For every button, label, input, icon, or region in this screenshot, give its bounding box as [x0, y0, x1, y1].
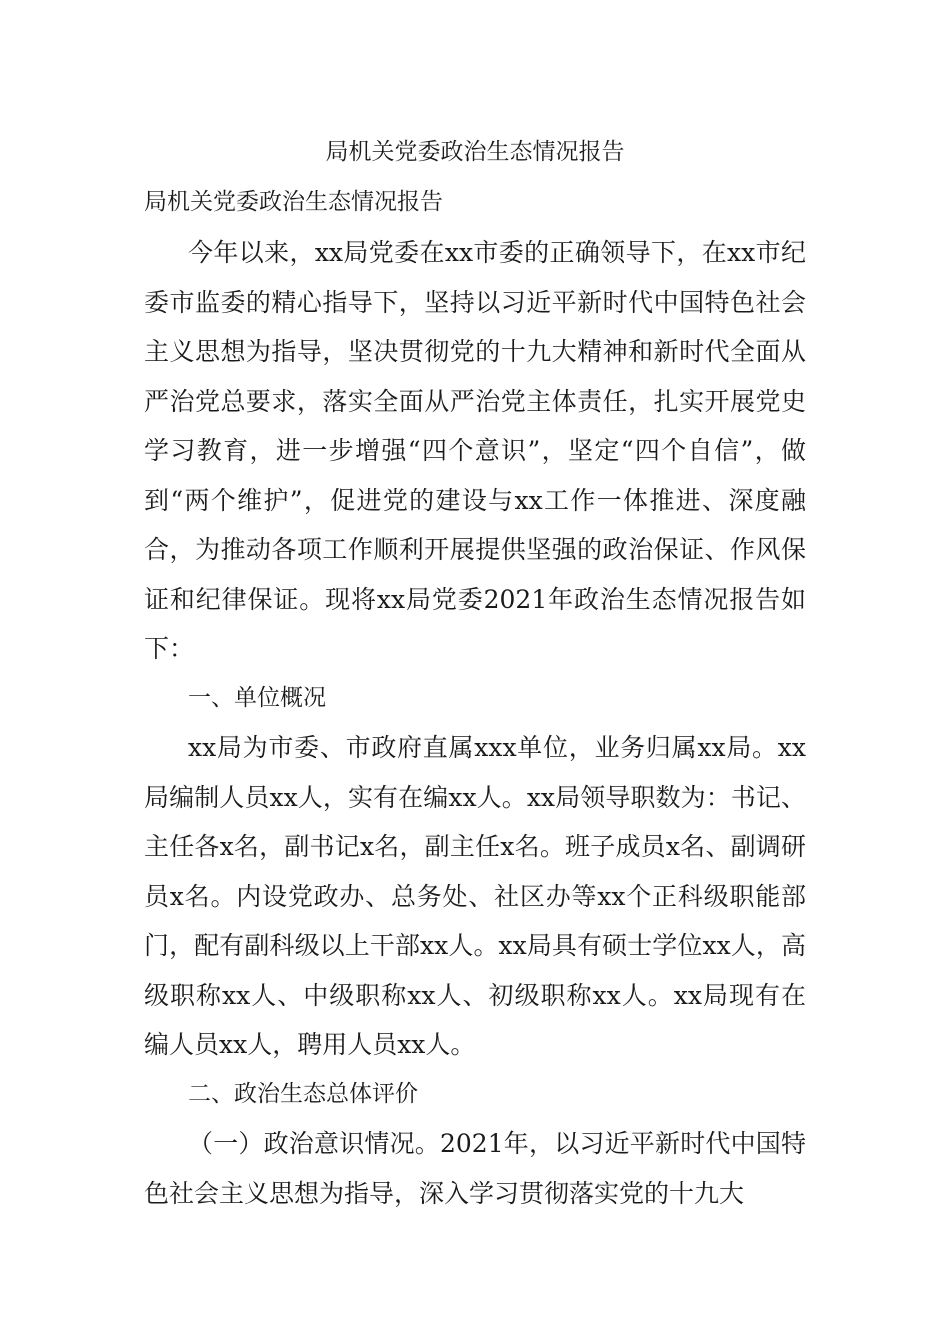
paragraph-intro: 今年以来，xx局党委在xx市委的正确领导下，在xx市纪委市监委的精心指导下，坚持以习近平新时代中国特色社会主义思想为指导，坚决贯彻党的十九大精神和新时代全面从严治党总要求，落实全面从严治党主体责任，扎实开展党史学习教育，进一步增强“四个意识”，坚定“四个自信”，做到“两个维护”，促进党的建设与xx工作一体推进、深度融合，为推动各项工作顺利开展提供坚强的政治保证、作风保证和纪律保证。现将xx局党委2021年政治生态情况报告如下：	[144, 238, 806, 663]
document-title: 局机关党委政治生态情况报告	[325, 139, 625, 165]
paragraph-political-awareness: （一）政治意识情况。2021年，以习近平新时代中国特色社会主义思想为指导，深入学习贯彻落实党的十九大	[144, 1129, 806, 1208]
document-body	[144, 182, 806, 1218]
paragraph-unit-overview: xx局为市委、市政府直属xxx单位，业务归属xx局。xx局编制人员xx人，实有在编xx人。xx局领导职数为：书记、主任各x名，副书记x名，副主任x名。班子成员x名、副调研员x名。内设党政办、总务处、社区办等xx个正科级职能部门，配有副科级以上干部xx人。xx局具有硕士学位xx人，高级职称xx人、中级职称xx人、初级职称xx人。xx局现有在编人员xx人，聘用人员xx人。	[144, 733, 806, 1059]
document-subtitle: 局机关党委政治生态情况报告	[144, 189, 443, 215]
section-heading-1: 一、单位概况	[188, 684, 326, 711]
section-heading-2: 二、政治生态总体评价	[188, 1080, 418, 1107]
